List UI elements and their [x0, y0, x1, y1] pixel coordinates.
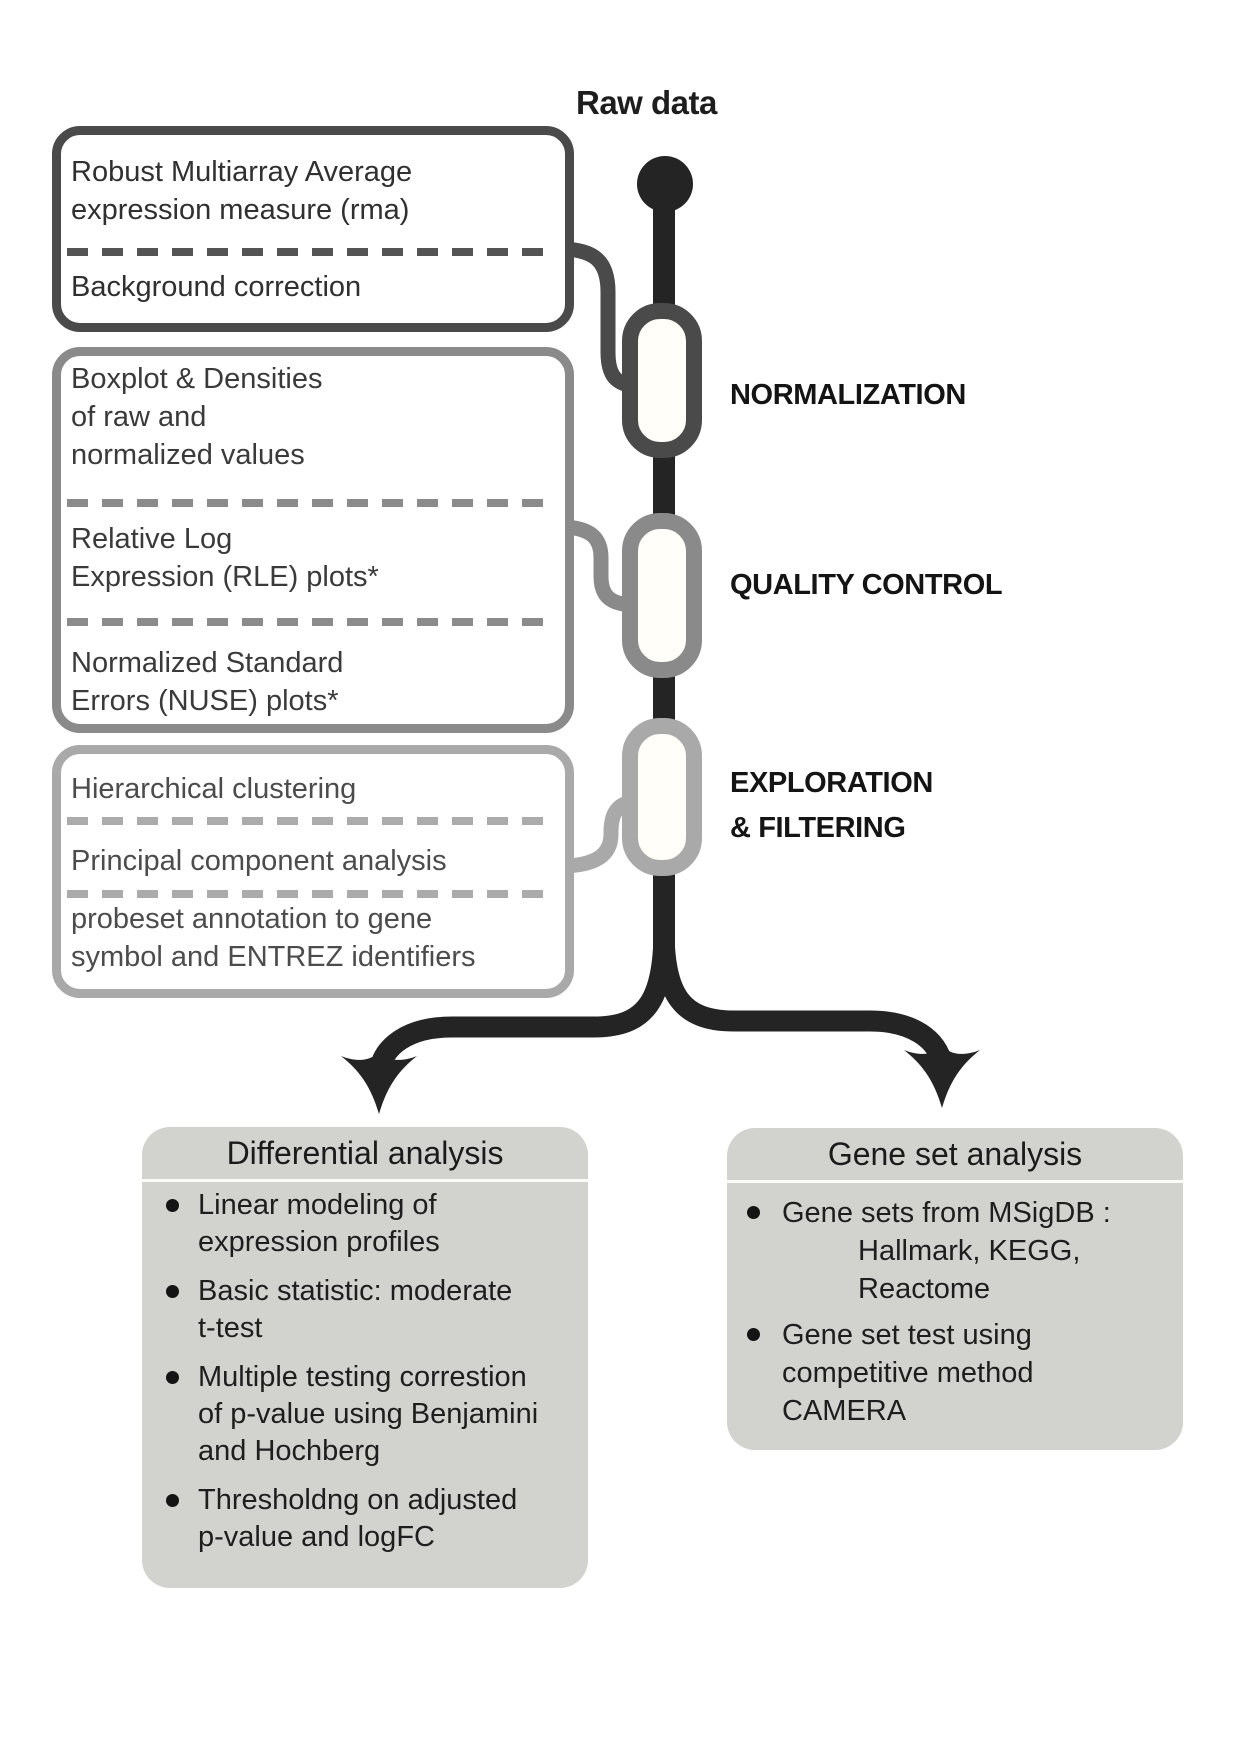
list-item-line: Thresholdng on adjusted: [198, 1484, 518, 1516]
step-line: normalized values: [71, 439, 305, 471]
panel-title-divider: [142, 1179, 588, 1182]
list-item-line: CAMERA: [782, 1395, 907, 1427]
step-line: Expression (RLE) plots*: [71, 561, 379, 593]
list-item-line: Gene sets from MSigDB :: [782, 1197, 1111, 1229]
bullet-icon: [166, 1285, 179, 1298]
list-item-line: Hallmark, KEGG,: [858, 1235, 1081, 1267]
bullet-icon: [747, 1206, 760, 1219]
step-line: expression measure (rma): [71, 194, 410, 226]
normalization-node: [622, 303, 702, 458]
list-item-line: Reactome: [858, 1273, 991, 1305]
bullet-icon: [166, 1494, 179, 1507]
step-pca: [71, 842, 557, 880]
list-item-line: Linear modeling of: [198, 1189, 437, 1221]
bullet-list: [727, 1194, 1183, 1438]
step-rle-plots: [71, 520, 557, 596]
step-line: Background correction: [71, 271, 362, 303]
bullet-list: [142, 1187, 588, 1568]
stage-label-line: EXPLORATION: [730, 767, 933, 799]
list-item-line: Multiple testing correstion: [198, 1361, 527, 1393]
stage-label-normalization: [730, 377, 966, 413]
list-item: [727, 1194, 1183, 1308]
stage-label-exploration-filtering: [730, 761, 933, 851]
list-item-line: Basic statistic: moderate: [198, 1275, 513, 1307]
step-line: of raw and: [71, 401, 207, 433]
list-item-line: and Hochberg: [198, 1435, 381, 1467]
step-rma: [71, 153, 557, 229]
step-line: Boxplot & Densities: [71, 363, 323, 395]
stage-label-quality-control: [730, 567, 1002, 603]
differential-analysis-panel: [142, 1127, 588, 1588]
raw-data-label: Raw data: [576, 84, 717, 121]
bullet-icon: [747, 1328, 760, 1341]
stage-label-line: & FILTERING: [730, 812, 906, 844]
gene-set-analysis-panel: [727, 1128, 1183, 1450]
step-hierarchical-clustering: [71, 770, 557, 808]
dashed-divider: [67, 499, 557, 507]
panel-title-divider: [727, 1180, 1183, 1183]
exploration-steps-box: [52, 745, 574, 998]
list-item: [142, 1187, 588, 1261]
dashed-divider: [67, 817, 557, 825]
list-item: [727, 1316, 1183, 1430]
list-item-line: Gene set test using: [782, 1319, 1032, 1351]
list-item-line: expression profiles: [198, 1226, 440, 1258]
list-item: [142, 1359, 588, 1470]
list-item-line: of p-value using Benjamini: [198, 1398, 539, 1430]
dashed-divider: [67, 890, 557, 898]
exploration-node: [622, 718, 702, 876]
step-line: Normalized Standard: [71, 647, 344, 679]
list-item-line: t-test: [198, 1312, 263, 1344]
panel-title: Differential analysis: [226, 1135, 504, 1171]
list-item-line: competitive method: [782, 1357, 1034, 1389]
quality-control-node: [622, 513, 702, 678]
step-nuse-plots: [71, 644, 557, 720]
stage-label-line: NORMALIZATION: [730, 379, 966, 411]
step-annotation: [71, 900, 557, 976]
step-background-correction: [71, 268, 557, 306]
step-line: Principal component analysis: [71, 845, 447, 877]
dashed-divider: [67, 618, 557, 626]
normalization-steps-box: [52, 126, 574, 332]
step-line: Errors (NUSE) plots*: [71, 685, 339, 717]
branch-right-line: [664, 930, 942, 1064]
list-item: [142, 1273, 588, 1347]
step-line: symbol and ENTREZ identifiers: [71, 941, 476, 973]
step-boxplot-densities: [71, 360, 557, 474]
list-item-line: p-value and logFC: [198, 1521, 435, 1553]
step-line: Hierarchical clustering: [71, 773, 357, 805]
quality-control-steps-box: [52, 347, 574, 733]
stage-label-line: QUALITY CONTROL: [730, 569, 1003, 601]
step-line: Relative Log: [71, 523, 233, 555]
dashed-divider: [67, 248, 557, 256]
list-item: [142, 1482, 588, 1556]
bullet-icon: [166, 1371, 179, 1384]
step-line: probeset annotation to gene: [71, 903, 433, 935]
bullet-icon: [166, 1199, 179, 1212]
step-line: Robust Multiarray Average: [71, 156, 413, 188]
panel-title: Gene set analysis: [827, 1136, 1083, 1172]
